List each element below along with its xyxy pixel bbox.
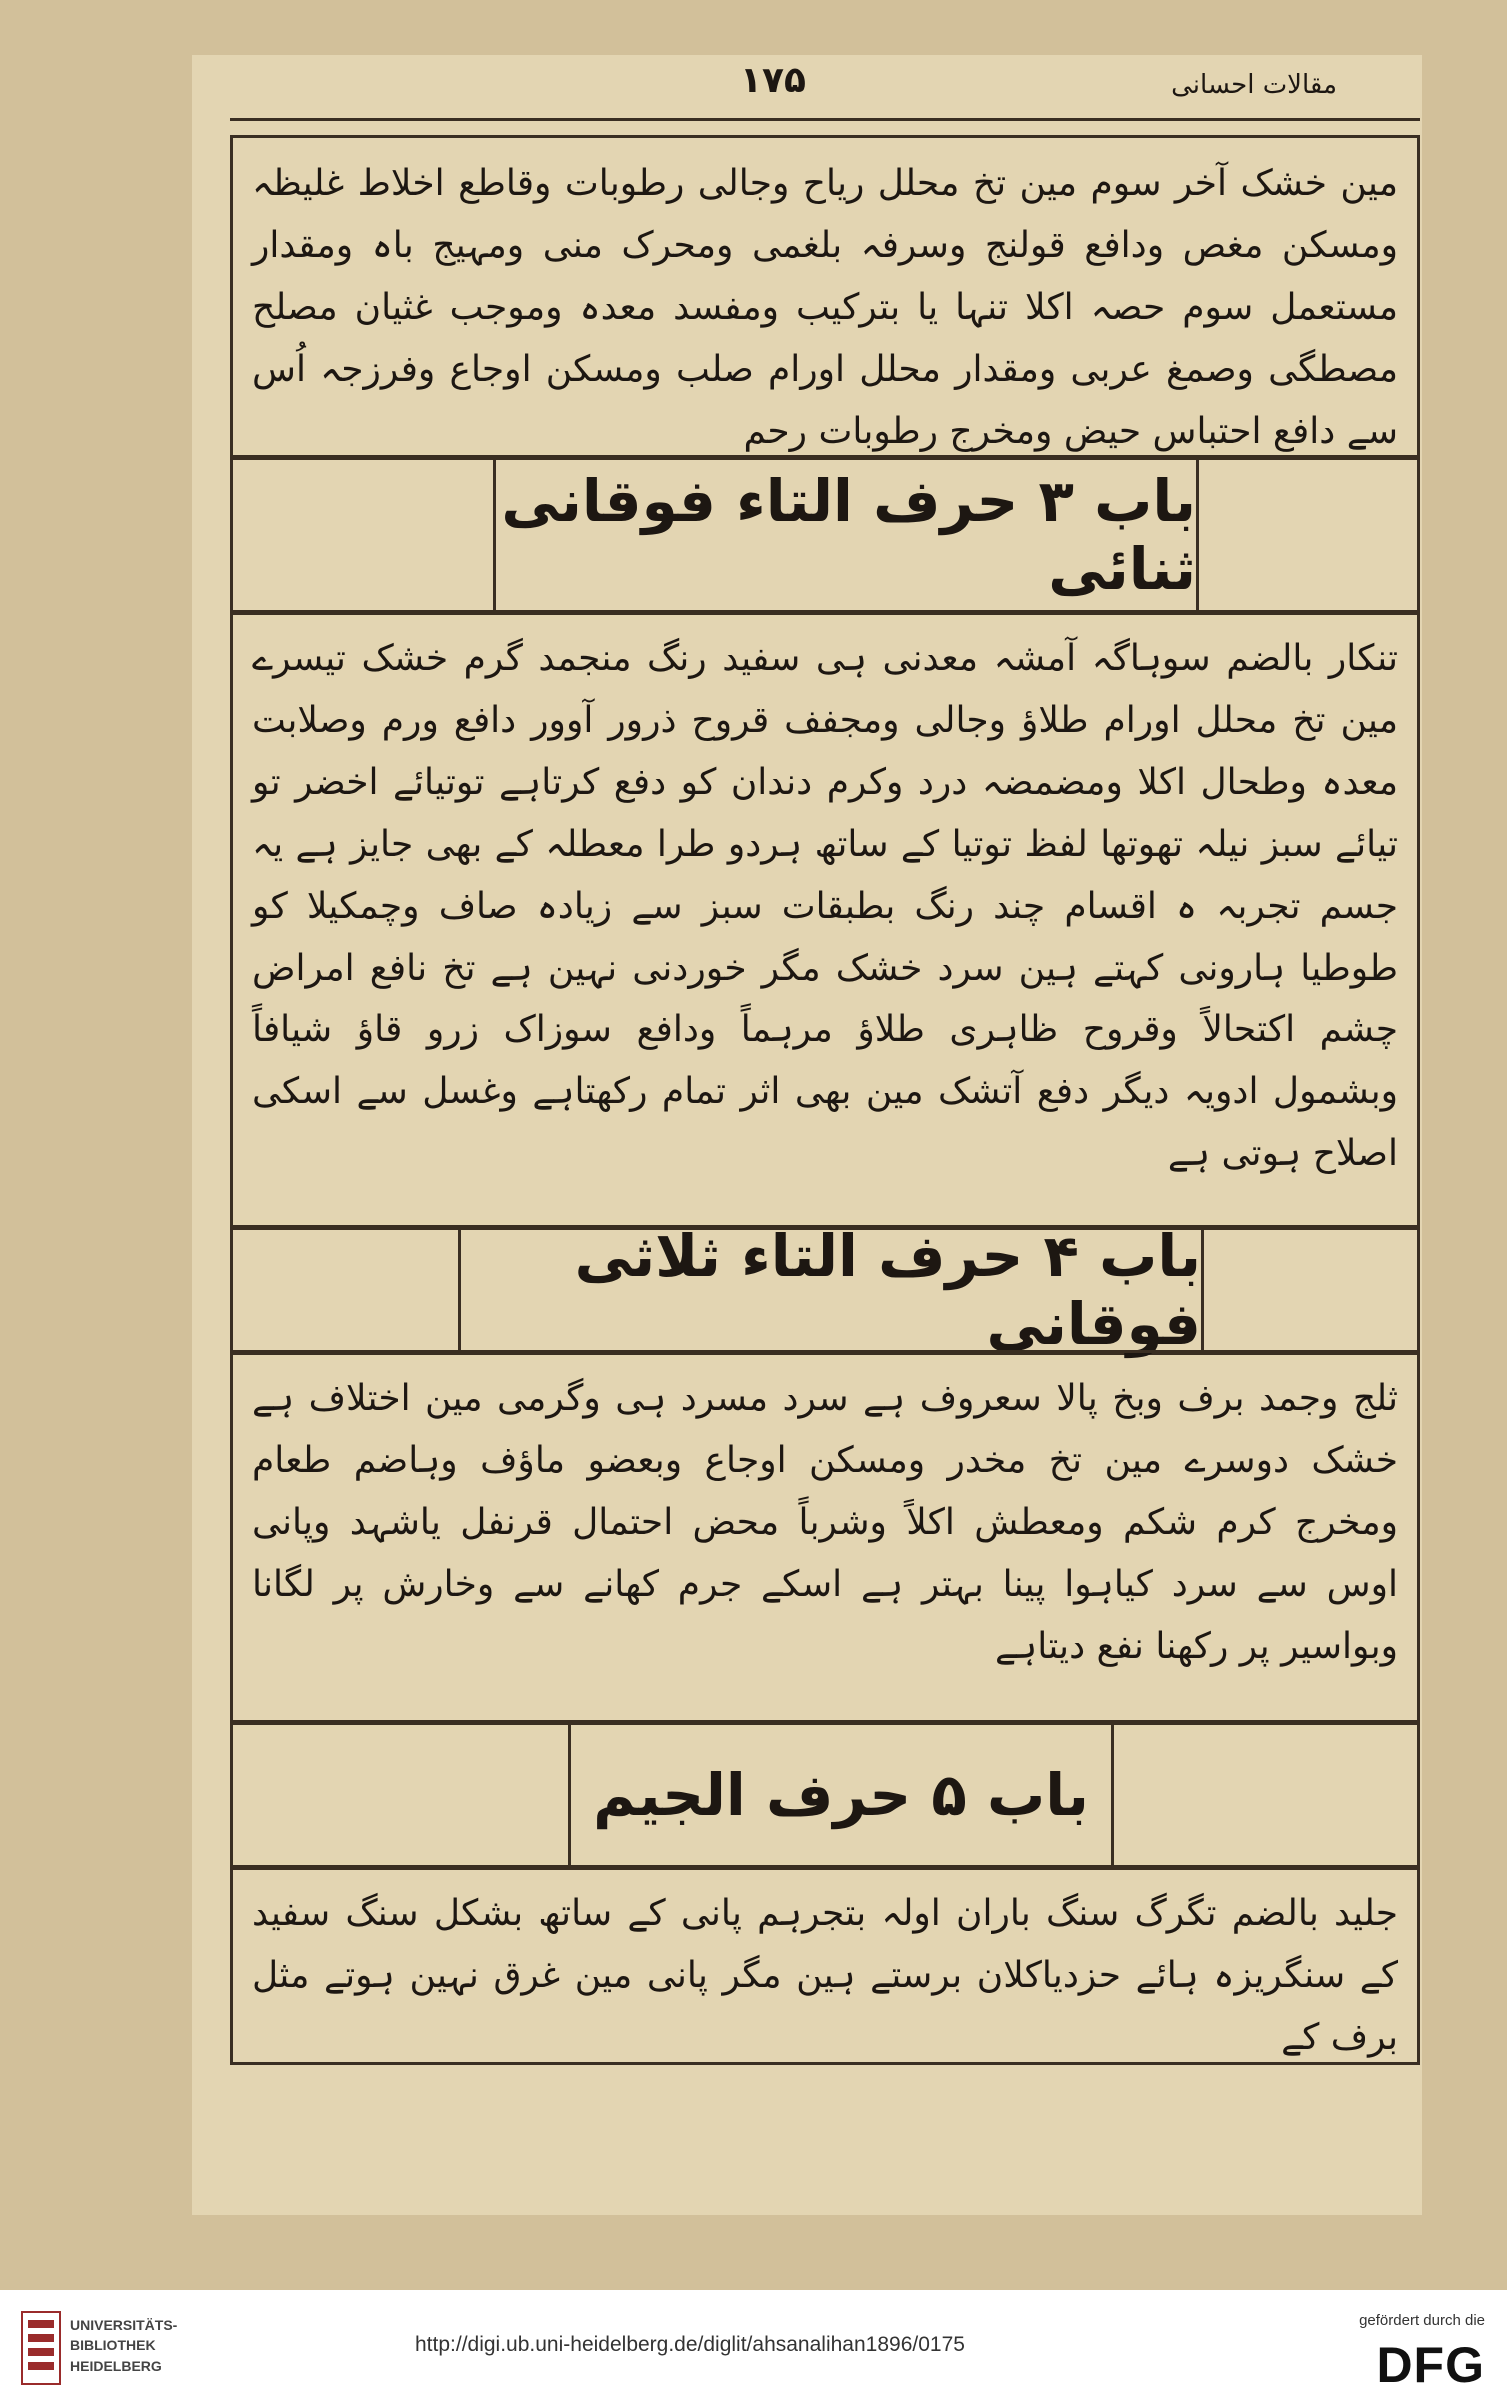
funding-note: gefördert durch die: [1359, 2312, 1485, 2329]
paragraph-text: ثلج وجمد برف وبخ پالا سعروف ہے سرد مسرد ہی وگرمی مین اختلاف ہے خشک دوسرے مین تخ مخدر ومسکن اوجاع وبعضو ماؤف وہاضم طعام ومخرج کرم شکم ومعطش اکلاً وشرباً محض احتمال قرنفل یاشہد وپانی اوس سے سرد کیاہوا پینا بہتر ہے اسکے جرم کھانے سے وخارش پر لگانا وبواسیر پر رکھنا نفع دیتاہے: [252, 1378, 1398, 1667]
chapter-heading: باب ۴ حرف التاء ثلاثی فوقانی: [458, 1228, 1204, 1352]
paragraph-text: جلید بالضم تگرگ سنگ باران اولہ بتجرہم پانی کے ساتھ بشکل سنگ سفید کے سنگریزہ ہائے حزدیاکلان برستے ہین مگر پانی مین غرق نہین ہوتے مثل برف کے: [252, 1893, 1398, 2058]
chapter-heading: باب ۳ حرف التاء فوقانی ثنائی: [493, 458, 1199, 612]
permalink-url[interactable]: http://digi.ub.uni-heidelberg.de/diglit/ahsanalihan1896/0175: [415, 2333, 965, 2356]
institution-line: HEIDELBERG: [70, 2357, 162, 2374]
running-header-title: مقالات احسانی: [1171, 70, 1337, 100]
institution-line: UNIVERSITÄTS-: [70, 2317, 178, 2333]
header-divider: [230, 118, 1420, 121]
chapter-heading: باب ۵ حرف الجیم: [568, 1723, 1114, 1867]
paragraph-text: تنکار بالضم سوہاگہ آمشہ معدنی ہی سفید رنگ منجمد گرم خشک تیسرے مین تخ محلل اورام طلاؤ وجالی ومجفف قروح ذرور آوور دافع ورم وصلابت معدہ وطحال اکلا ومضمضہ درد وکرم دندان کو دفع کرتاہے توتیائے اخضر تو تیائے سبز نیلہ تھوتھا لفظ توتیا کے ساتھ ہردو طرا معطلہ کے بھی جایز ہے یہ جسم تجربہ ہ اقسام چند رنگ بطبقات سبز سے زیادہ صاف وچمکیلا کو طوطیا ہارونی کہتے ہین سرد خشک مگر خوردنی نہین ہے تخ نافع امراض چشم اکتحالاً وقروح ظاہری طلاؤ مرہماً ودافع سوزاک زرو قاؤ شیافاً وبشمول ادویہ دیگر دفع آتشک مین بھی اثر تمام رکھتاہے وغسل سے اسکی اصلاح ہوتی ہے: [252, 638, 1398, 1175]
chapter-heading-box: [230, 1222, 1420, 1358]
institution-name: [70, 2315, 177, 2376]
page-number: ۱۷۵: [740, 60, 806, 101]
chapter-heading-box: [230, 1720, 1420, 1870]
institution-line: BIBLIOTHEK: [70, 2337, 156, 2354]
dfg-logo: DFG: [1376, 2337, 1485, 2393]
paragraph-text: مین خشک آخر سوم مین تخ محلل ریاح وجالی رطوبات وقاطع اخلاط غلیظہ ومسکن مغص ودافع قولنج وسرفہ بلغمی ومحرک منی ومہیج باہ ومقدار مستعمل سوم حصہ اکلا تنہا یا بترکیب ومفسد معدہ وموجب غثیان مصلح مصطگی وصمغ عربی ومقدار محلل اورام صلب ومسکن اوجاع وفرزجہ اُس سے دافع احتباس حیض ومخرج رطوبات رحم: [252, 163, 1398, 452]
university-seal-icon: [20, 2310, 62, 2386]
chapter-heading-box: [230, 455, 1420, 615]
